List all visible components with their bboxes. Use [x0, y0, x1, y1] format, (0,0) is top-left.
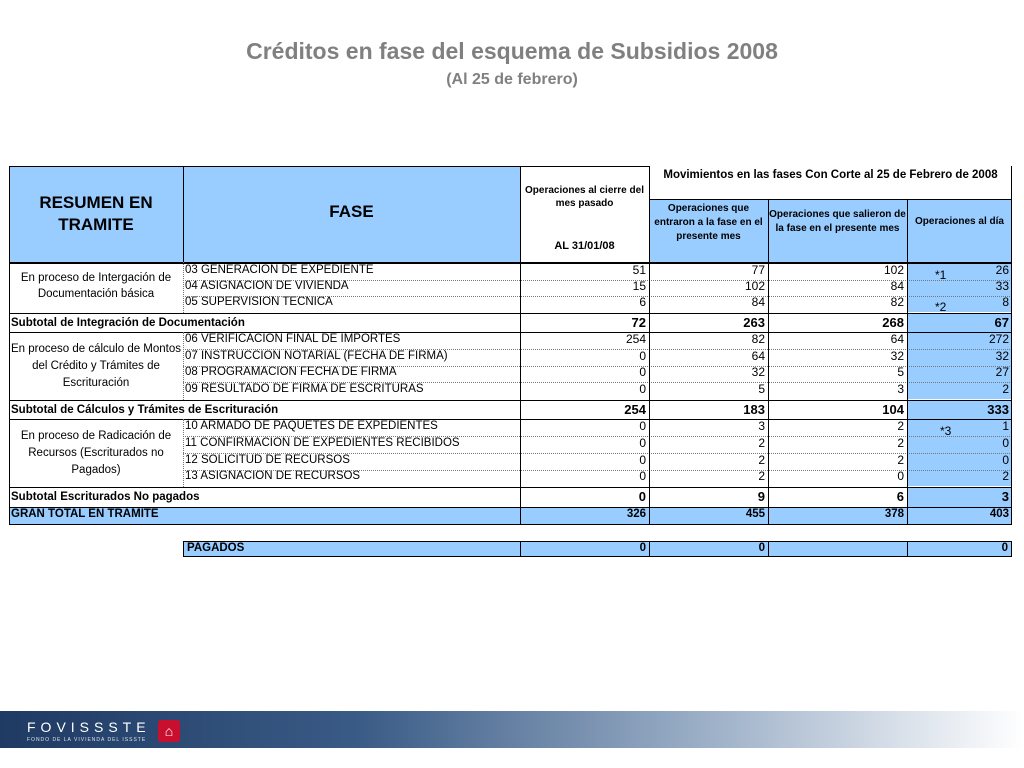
table-border: [9, 262, 1012, 264]
subtotal-salieron: 104: [882, 402, 904, 417]
subtotal-al-dia: 3: [907, 488, 1012, 507]
table-row-fase: 09 RESULTADO DE FIRMA DE ESCRITURAS: [185, 383, 424, 395]
header-al-fecha: AL 31/01/08: [554, 240, 615, 252]
table-row-fase: 08 PROGRAMACION FECHA DE FIRMA: [185, 366, 397, 378]
table-row-entraron: 5: [758, 383, 765, 396]
row-separator: [183, 349, 1012, 350]
brand-tagline: FONDO DE LA VIVIENDA DEL ISSSTE: [27, 737, 147, 743]
header-entraron: Operaciones que entraron a la fase en el presente mes: [649, 199, 768, 262]
subtotal-entraron: 263: [743, 315, 765, 330]
table-row-entraron: 2: [758, 470, 765, 483]
table-border: [768, 199, 769, 524]
table-row-salieron: 2: [897, 437, 904, 450]
header-ops-cierre: Operaciones al cierre del mes pasado: [525, 185, 644, 209]
table-row-fase: 03 GENERACION DE EXPEDIENTE: [185, 264, 374, 276]
table-row-cierre: 0: [639, 470, 646, 483]
table-row-entraron: 102: [744, 280, 765, 293]
table-border: [9, 313, 1012, 314]
table-row-al-dia: 32: [995, 350, 1009, 363]
table-row-al-dia: 2: [1002, 470, 1009, 483]
table-row-al-dia: 27: [995, 366, 1009, 379]
subtotal-label: Subtotal de Cálculos y Trámites de Escrituración: [11, 404, 279, 416]
table-row-entraron: 84: [751, 296, 765, 309]
table-row-cierre: 51: [632, 264, 646, 277]
subtotal-al-dia: 333: [907, 401, 1012, 420]
row-separator: [183, 296, 1012, 297]
group-label-radicacion: En proceso de Radicación de Recursos (Escriturados no Pagados): [20, 430, 172, 476]
table-row-fase: 04 ASIGNACION DE VIVIENDA: [185, 280, 349, 292]
table-border: [649, 166, 650, 524]
table-row-salieron: 0: [897, 470, 904, 483]
table-row-cierre: 15: [632, 280, 646, 293]
group-label-integracion: En proceso de Intergación de Documentación básica: [20, 272, 172, 300]
table-row-entraron: 2: [758, 437, 765, 450]
subtotal-entraron: 9: [757, 489, 765, 504]
page-title: Créditos en fase del esquema de Subsidios 2008: [246, 38, 778, 64]
table-row-salieron: 82: [890, 296, 904, 309]
table-border: [768, 541, 769, 557]
table-row-cierre: 0: [639, 437, 646, 450]
table-border: [9, 487, 1012, 488]
table-border: [9, 166, 649, 167]
subtotal-salieron: 268: [882, 315, 904, 330]
table-row-entraron: 3: [758, 420, 765, 433]
brand-name: FOVISSSTE: [27, 719, 151, 735]
pagados-cierre: 0: [639, 542, 646, 554]
footer-bar: [0, 711, 1024, 748]
table-border: [9, 507, 1012, 508]
pagados-al-dia: 0: [1001, 542, 1008, 554]
gran-total-entraron: 455: [745, 508, 765, 520]
table-row-fase: 05 SUPERVISION TECNICA: [185, 296, 333, 308]
table-border: [1011, 166, 1012, 524]
footnote-marker: *1: [935, 268, 947, 282]
header-resumen: RESUMEN EN TRAMITE: [9, 166, 183, 262]
table-row-salieron: 3: [897, 383, 904, 396]
subtotal-cierre: 72: [631, 315, 646, 330]
table-row-al-dia: 33: [995, 280, 1009, 293]
table-row-salieron: 2: [897, 454, 904, 467]
table-row-al-dia: 8: [1002, 296, 1009, 309]
table-row-cierre: 6: [639, 296, 646, 309]
table-row-al-dia: 26: [995, 264, 1009, 277]
subtotal-label: Subtotal de Integración de Documentación: [11, 317, 245, 329]
table-border: [9, 332, 1012, 333]
table-border: [9, 400, 1012, 401]
table-row-entraron: 2: [758, 454, 765, 467]
table-border: [520, 166, 521, 524]
table-row-entraron: 64: [751, 350, 765, 363]
subtotal-salieron: 6: [896, 489, 904, 504]
table-border: [183, 262, 184, 313]
table-row-salieron: 102: [883, 264, 904, 277]
table-row-salieron: 84: [890, 280, 904, 293]
table-row-fase: 06 VERIFICACION FINAL DE IMPORTES: [185, 333, 401, 345]
table-row-fase: 07 INSTRUCCION NOTARIAL (FECHA DE FIRMA): [185, 350, 448, 362]
header-fase: FASE: [183, 166, 520, 262]
table-row-cierre: 0: [639, 383, 646, 396]
table-row-cierre: 0: [639, 366, 646, 379]
row-separator: [183, 366, 1012, 367]
table-row-al-dia: 0: [1002, 454, 1009, 467]
table-row-entraron: 32: [751, 366, 765, 379]
footnote-marker: *3: [940, 424, 952, 438]
table-border: [183, 166, 184, 262]
table-border: [9, 166, 10, 524]
table-border: [907, 541, 908, 557]
table-row-cierre: 254: [625, 333, 646, 346]
gran-total-label: GRAN TOTAL EN TRAMITE: [11, 508, 159, 520]
table-row-salieron: 2: [897, 420, 904, 433]
table-row-fase: 11 CONFIRMACION DE EXPEDIENTES RECIBIDOS: [185, 437, 460, 449]
page-subtitle: (Al 25 de febrero): [446, 71, 578, 88]
table-border: [649, 199, 1012, 200]
gran-total-cierre: 326: [626, 508, 646, 520]
row-separator: [183, 436, 1012, 437]
summary-table: [9, 166, 1012, 524]
table-row-al-dia: 272: [988, 333, 1009, 346]
table-border: [649, 541, 650, 557]
subtotal-entraron: 183: [743, 402, 765, 417]
table-border: [9, 419, 1012, 420]
table-row-al-dia: 2: [1002, 383, 1009, 396]
header-al-dia: Operaciones al día: [907, 199, 1012, 262]
footnote-marker: *2: [935, 300, 947, 314]
header-movimientos: Movimientos en las fases Con Corte al 25 de Febrero de 2008: [663, 169, 998, 181]
pagados-entraron: 0: [758, 542, 765, 554]
table-border: [9, 524, 1012, 525]
table-row-al-dia: 1: [1002, 420, 1009, 433]
row-separator: [183, 280, 1012, 281]
pagados-salieron: [768, 542, 907, 557]
table-row-fase: 12 SOLICITUD DE RECURSOS: [185, 454, 350, 466]
table-row-fase: 13 ASIGNACION DE RECURSOS: [185, 470, 361, 482]
fovissste-logo-icon: ⌂: [158, 720, 180, 742]
table-row-entraron: 77: [751, 264, 765, 277]
row-separator: [183, 382, 1012, 383]
gran-total-al-dia: 403: [989, 508, 1009, 520]
subtotal-cierre: 0: [638, 489, 646, 504]
subtotal-cierre: 254: [624, 402, 646, 417]
table-row-cierre: 0: [639, 420, 646, 433]
table-border: [907, 199, 908, 524]
subtotal-al-dia: 67: [907, 314, 1012, 333]
group-label-calculo: En proceso de cálculo de Montos del Crédito y Trámites de Escrituración: [10, 343, 182, 389]
table-row-salieron: 32: [890, 350, 904, 363]
table-row-entraron: 82: [751, 333, 765, 346]
table-row-cierre: 0: [639, 350, 646, 363]
table-row-salieron: 64: [890, 333, 904, 346]
table-border: [183, 332, 184, 400]
subtotal-label: Subtotal Escriturados No pagados: [11, 491, 200, 503]
pagados-label: PAGADOS: [187, 542, 245, 554]
table-row-cierre: 0: [639, 454, 646, 467]
gran-total-salieron: 378: [884, 508, 904, 520]
row-separator: [183, 453, 1012, 454]
table-row-al-dia: 0: [1002, 437, 1009, 450]
table-border: [520, 541, 521, 557]
row-separator: [183, 470, 1012, 471]
table-border: [183, 419, 184, 487]
table-row-fase: 10 ARMADO DE PAQUETES DE EXPEDIENTES: [185, 420, 438, 432]
table-row-salieron: 5: [897, 366, 904, 379]
header-salieron: Operaciones que salieron de la fase en el presente mes: [768, 199, 907, 262]
